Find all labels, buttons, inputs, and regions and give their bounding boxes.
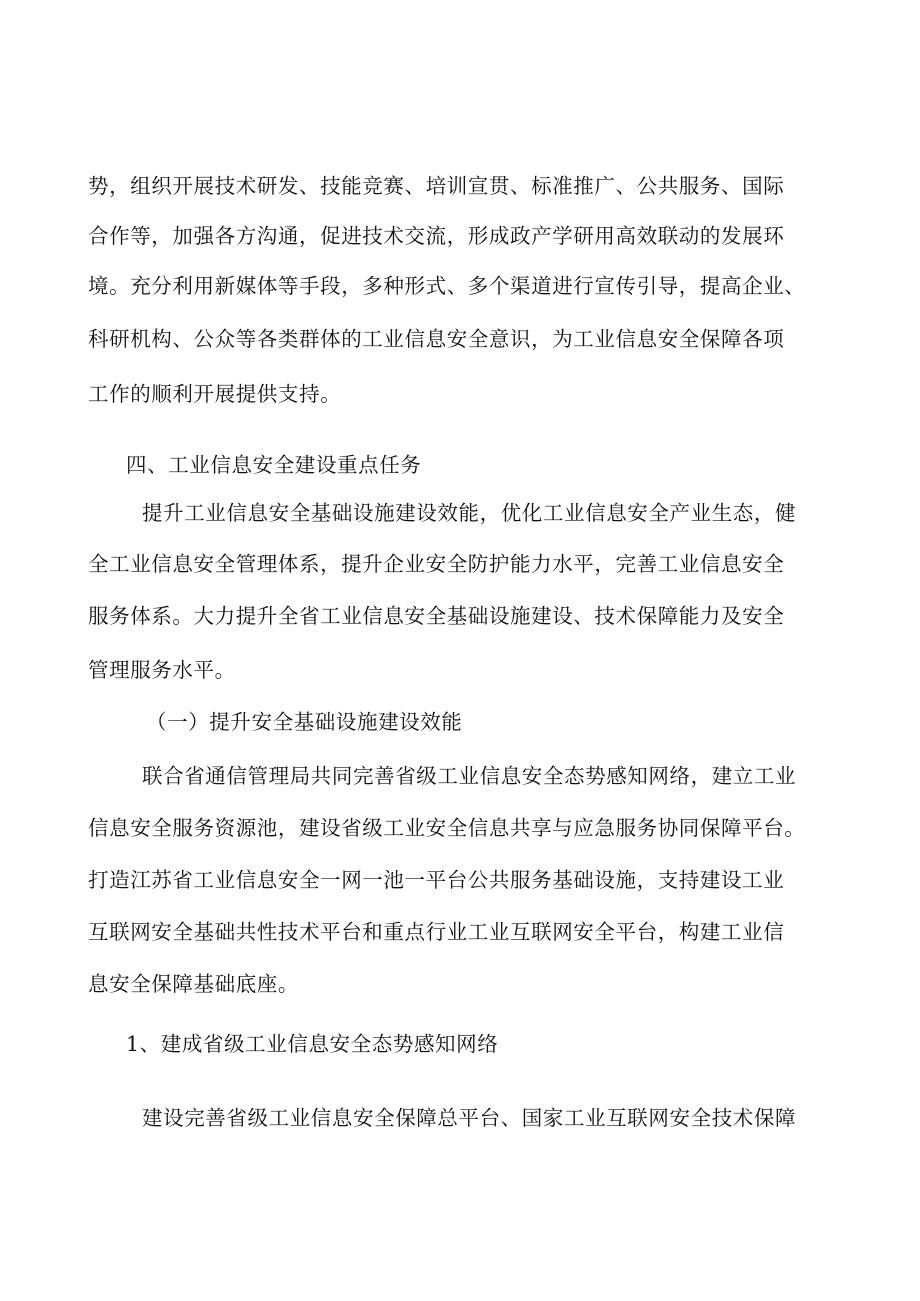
paragraph-1-line-5: 工作的顺利开展提供支持。 [88,382,342,406]
section-4-heading: 四、工业信息安全建设重点任务 [126,453,422,477]
paragraph-2-line-2: 全工业信息安全管理体系，提升企业安全防护能力水平，完善工业信息安全 [88,552,785,576]
paragraph-1-line-4: 科研机构、公众等各类群体的工业信息安全意识，为工业信息安全保障各项 [88,327,785,351]
paragraph-3-line-4: 互联网安全基础共性技术平台和重点行业工业互联网安全平台，构建工业信 [88,920,785,944]
paragraph-2-line-1: 提升工业信息安全基础设施建设效能，优化工业信息安全产业生态，健 [142,501,797,525]
subsection-1-heading: （一）提升安全基础设施建设效能 [146,710,463,734]
paragraph-1-line-3: 境。充分利用新媒体等手段，多种形式、多个渠道进行宣传引导，提高企业、 [88,274,806,298]
paragraph-4-line-1: 建设完善省级工业信息安全保障总平台、国家工业互联网安全技术保障 [142,1106,797,1130]
item-1-heading: 1、建成省级工业信息安全态势感知网络 [126,1032,499,1056]
paragraph-1-line-2: 合作等，加强各方沟通，促进技术交流，形成政产学研用高效联动的发展环 [88,224,785,248]
paragraph-3-line-1: 联合省通信管理局共同完善省级工业信息安全态势感知网络，建立工业 [142,764,797,788]
paragraph-3-line-3: 打造江苏省工业信息安全一网一池一平台公共服务基础设施，支持建设工业 [88,868,785,892]
paragraph-2-line-4: 管理服务水平。 [88,658,236,682]
paragraph-3-line-2: 信息安全服务资源池，建设省级工业安全信息共享与应急服务协同保障平台。 [88,816,806,840]
paragraph-1-line-1: 势，组织开展技术研发、技能竞赛、培训宣贯、标准推广、公共服务、国际 [88,174,785,198]
paragraph-3-line-5: 息安全保障基础底座。 [88,972,299,996]
paragraph-2-line-3: 服务体系。大力提升全省工业信息安全基础设施建设、技术保障能力及安全 [88,604,785,628]
